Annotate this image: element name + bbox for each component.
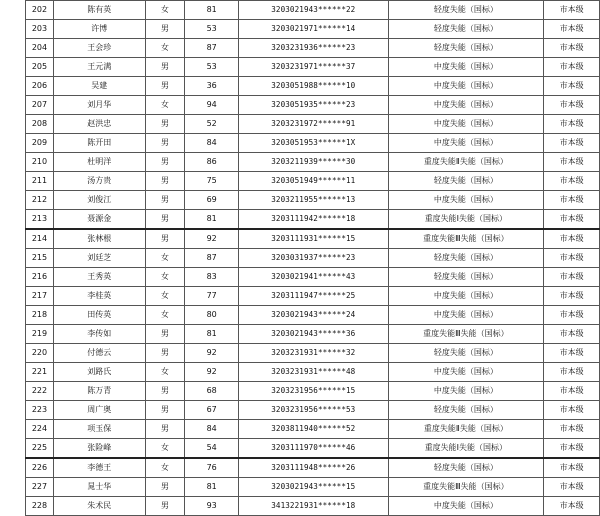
jurisdiction-cell: 市本级 bbox=[544, 344, 600, 363]
gender-cell: 男 bbox=[145, 58, 185, 77]
jurisdiction-cell: 市本级 bbox=[544, 497, 600, 516]
jurisdiction-cell: 市本级 bbox=[544, 172, 600, 191]
age-cell: 93 bbox=[185, 497, 239, 516]
gender-cell: 女 bbox=[145, 439, 185, 459]
id-number-cell: 3203811940******52 bbox=[239, 420, 389, 439]
name-cell: 张险峰 bbox=[53, 439, 145, 459]
gender-cell: 男 bbox=[145, 497, 185, 516]
disability-type-cell: 中度失能（国标） bbox=[388, 497, 544, 516]
id-number-cell: 3203211939******30 bbox=[239, 153, 389, 172]
name-cell: 杜明洋 bbox=[53, 153, 145, 172]
id-number-cell: 3203111942******18 bbox=[239, 210, 389, 230]
table-row bbox=[26, 77, 600, 96]
table-row bbox=[26, 153, 600, 172]
id-number-cell: 3203021943******36 bbox=[239, 325, 389, 344]
age-cell: 81 bbox=[185, 210, 239, 230]
disability-type-cell: 重度失能Ⅲ失能（国标） bbox=[388, 325, 544, 344]
disability-roster-table bbox=[25, 0, 600, 516]
table-row bbox=[26, 420, 600, 439]
disability-type-cell: 中度失能（国标） bbox=[388, 77, 544, 96]
disability-type-cell: 中度失能（国标） bbox=[388, 58, 544, 77]
disability-type-cell: 轻度失能（国标） bbox=[388, 458, 544, 478]
disability-type-cell: 轻度失能（国标） bbox=[388, 1, 544, 20]
gender-cell: 男 bbox=[145, 172, 185, 191]
name-cell: 陈万青 bbox=[53, 382, 145, 401]
table-row bbox=[26, 96, 600, 115]
serial-number-cell: 207 bbox=[26, 96, 54, 115]
serial-number-cell: 208 bbox=[26, 115, 54, 134]
disability-type-cell: 重度失能Ⅱ失能（国标） bbox=[388, 153, 544, 172]
name-cell: 李传如 bbox=[53, 325, 145, 344]
gender-cell: 男 bbox=[145, 191, 185, 210]
gender-cell: 女 bbox=[145, 1, 185, 20]
name-cell: 周广奥 bbox=[53, 401, 145, 420]
disability-type-cell: 轻度失能（国标） bbox=[388, 20, 544, 39]
gender-cell: 男 bbox=[145, 134, 185, 153]
disability-type-cell: 中度失能（国标） bbox=[388, 96, 544, 115]
gender-cell: 女 bbox=[145, 363, 185, 382]
table-row bbox=[26, 58, 600, 77]
name-cell: 王秀英 bbox=[53, 268, 145, 287]
gender-cell: 女 bbox=[145, 458, 185, 478]
id-number-cell: 3413221931******18 bbox=[239, 497, 389, 516]
age-cell: 52 bbox=[185, 115, 239, 134]
age-cell: 81 bbox=[185, 1, 239, 20]
serial-number-cell: 212 bbox=[26, 191, 54, 210]
table-row bbox=[26, 191, 600, 210]
serial-number-cell: 206 bbox=[26, 77, 54, 96]
disability-type-cell: 轻度失能（国标） bbox=[388, 172, 544, 191]
age-cell: 54 bbox=[185, 439, 239, 459]
name-cell: 晁士华 bbox=[53, 478, 145, 497]
serial-number-cell: 205 bbox=[26, 58, 54, 77]
id-number-cell: 3203021971******14 bbox=[239, 20, 389, 39]
gender-cell: 女 bbox=[145, 268, 185, 287]
name-cell: 陈开田 bbox=[53, 134, 145, 153]
jurisdiction-cell: 市本级 bbox=[544, 363, 600, 382]
name-cell: 刘路氏 bbox=[53, 363, 145, 382]
gender-cell: 男 bbox=[145, 420, 185, 439]
name-cell: 张林根 bbox=[53, 229, 145, 249]
disability-type-cell: 轻度失能（国标） bbox=[388, 401, 544, 420]
gender-cell: 女 bbox=[145, 96, 185, 115]
name-cell: 刘俊江 bbox=[53, 191, 145, 210]
serial-number-cell: 216 bbox=[26, 268, 54, 287]
jurisdiction-cell: 市本级 bbox=[544, 58, 600, 77]
disability-type-cell: 中度失能（国标） bbox=[388, 191, 544, 210]
table-row bbox=[26, 134, 600, 153]
table-row bbox=[26, 210, 600, 230]
name-cell: 刘月华 bbox=[53, 96, 145, 115]
name-cell: 刘廷芝 bbox=[53, 249, 145, 268]
jurisdiction-cell: 市本级 bbox=[544, 96, 600, 115]
table-row bbox=[26, 363, 600, 382]
id-number-cell: 3203231972******91 bbox=[239, 115, 389, 134]
disability-type-cell: 中度失能（国标） bbox=[388, 115, 544, 134]
jurisdiction-cell: 市本级 bbox=[544, 1, 600, 20]
gender-cell: 男 bbox=[145, 401, 185, 420]
serial-number-cell: 213 bbox=[26, 210, 54, 230]
disability-type-cell: 轻度失能（国标） bbox=[388, 344, 544, 363]
age-cell: 81 bbox=[185, 478, 239, 497]
disability-type-cell: 中度失能（国标） bbox=[388, 382, 544, 401]
serial-number-cell: 203 bbox=[26, 20, 54, 39]
id-number-cell: 3203231956******53 bbox=[239, 401, 389, 420]
disability-type-cell: 重度失能Ⅲ失能（国标） bbox=[388, 478, 544, 497]
id-number-cell: 3203231936******23 bbox=[239, 39, 389, 58]
gender-cell: 男 bbox=[145, 325, 185, 344]
serial-number-cell: 202 bbox=[26, 1, 54, 20]
jurisdiction-cell: 市本级 bbox=[544, 229, 600, 249]
id-number-cell: 3203021943******24 bbox=[239, 306, 389, 325]
table-row bbox=[26, 1, 600, 20]
age-cell: 84 bbox=[185, 134, 239, 153]
disability-type-cell: 重度失能Ⅰ失能（国标） bbox=[388, 210, 544, 230]
serial-number-cell: 211 bbox=[26, 172, 54, 191]
id-number-cell: 3203031937******23 bbox=[239, 249, 389, 268]
jurisdiction-cell: 市本级 bbox=[544, 306, 600, 325]
age-cell: 92 bbox=[185, 229, 239, 249]
jurisdiction-cell: 市本级 bbox=[544, 39, 600, 58]
id-number-cell: 3203111931******15 bbox=[239, 229, 389, 249]
gender-cell: 男 bbox=[145, 344, 185, 363]
id-number-cell: 3203051953******1X bbox=[239, 134, 389, 153]
table-row bbox=[26, 325, 600, 344]
table-row bbox=[26, 115, 600, 134]
table-row bbox=[26, 458, 600, 478]
disability-type-cell: 中度失能（国标） bbox=[388, 134, 544, 153]
gender-cell: 女 bbox=[145, 249, 185, 268]
serial-number-cell: 219 bbox=[26, 325, 54, 344]
gender-cell: 女 bbox=[145, 287, 185, 306]
jurisdiction-cell: 市本级 bbox=[544, 420, 600, 439]
serial-number-cell: 209 bbox=[26, 134, 54, 153]
table-row bbox=[26, 344, 600, 363]
gender-cell: 男 bbox=[145, 229, 185, 249]
age-cell: 94 bbox=[185, 96, 239, 115]
serial-number-cell: 224 bbox=[26, 420, 54, 439]
age-cell: 53 bbox=[185, 20, 239, 39]
jurisdiction-cell: 市本级 bbox=[544, 325, 600, 344]
gender-cell: 男 bbox=[145, 478, 185, 497]
id-number-cell: 3203021943******15 bbox=[239, 478, 389, 497]
age-cell: 87 bbox=[185, 39, 239, 58]
name-cell: 王会珍 bbox=[53, 39, 145, 58]
serial-number-cell: 222 bbox=[26, 382, 54, 401]
id-number-cell: 3203231931******48 bbox=[239, 363, 389, 382]
serial-number-cell: 223 bbox=[26, 401, 54, 420]
name-cell: 付德云 bbox=[53, 344, 145, 363]
age-cell: 67 bbox=[185, 401, 239, 420]
jurisdiction-cell: 市本级 bbox=[544, 153, 600, 172]
age-cell: 86 bbox=[185, 153, 239, 172]
table-row bbox=[26, 306, 600, 325]
serial-number-cell: 228 bbox=[26, 497, 54, 516]
jurisdiction-cell: 市本级 bbox=[544, 77, 600, 96]
serial-number-cell: 214 bbox=[26, 229, 54, 249]
serial-number-cell: 225 bbox=[26, 439, 54, 459]
table-row bbox=[26, 478, 600, 497]
table-row bbox=[26, 249, 600, 268]
age-cell: 84 bbox=[185, 420, 239, 439]
gender-cell: 女 bbox=[145, 306, 185, 325]
table-row bbox=[26, 382, 600, 401]
age-cell: 53 bbox=[185, 58, 239, 77]
age-cell: 83 bbox=[185, 268, 239, 287]
name-cell: 项玉保 bbox=[53, 420, 145, 439]
name-cell: 吴建 bbox=[53, 77, 145, 96]
serial-number-cell: 210 bbox=[26, 153, 54, 172]
id-number-cell: 3203111948******26 bbox=[239, 458, 389, 478]
jurisdiction-cell: 市本级 bbox=[544, 134, 600, 153]
age-cell: 68 bbox=[185, 382, 239, 401]
disability-type-cell: 中度失能（国标） bbox=[388, 306, 544, 325]
id-number-cell: 3203021941******43 bbox=[239, 268, 389, 287]
jurisdiction-cell: 市本级 bbox=[544, 268, 600, 287]
jurisdiction-cell: 市本级 bbox=[544, 478, 600, 497]
disability-type-cell: 重度失能Ⅲ失能（国标） bbox=[388, 229, 544, 249]
id-number-cell: 3203111970******46 bbox=[239, 439, 389, 459]
serial-number-cell: 215 bbox=[26, 249, 54, 268]
table-row bbox=[26, 401, 600, 420]
serial-number-cell: 220 bbox=[26, 344, 54, 363]
jurisdiction-cell: 市本级 bbox=[544, 210, 600, 230]
name-cell: 聂源金 bbox=[53, 210, 145, 230]
id-number-cell: 3203211955******13 bbox=[239, 191, 389, 210]
jurisdiction-cell: 市本级 bbox=[544, 191, 600, 210]
age-cell: 92 bbox=[185, 363, 239, 382]
age-cell: 81 bbox=[185, 325, 239, 344]
age-cell: 92 bbox=[185, 344, 239, 363]
name-cell: 李桂英 bbox=[53, 287, 145, 306]
gender-cell: 男 bbox=[145, 153, 185, 172]
serial-number-cell: 226 bbox=[26, 458, 54, 478]
age-cell: 77 bbox=[185, 287, 239, 306]
id-number-cell: 3203231956******15 bbox=[239, 382, 389, 401]
jurisdiction-cell: 市本级 bbox=[544, 20, 600, 39]
age-cell: 69 bbox=[185, 191, 239, 210]
id-number-cell: 3203051935******23 bbox=[239, 96, 389, 115]
jurisdiction-cell: 市本级 bbox=[544, 115, 600, 134]
gender-cell: 男 bbox=[145, 20, 185, 39]
table-row bbox=[26, 287, 600, 306]
disability-type-cell: 中度失能（国标） bbox=[388, 363, 544, 382]
disability-type-cell: 轻度失能（国标） bbox=[388, 39, 544, 58]
jurisdiction-cell: 市本级 bbox=[544, 401, 600, 420]
jurisdiction-cell: 市本级 bbox=[544, 382, 600, 401]
id-number-cell: 3203231971******37 bbox=[239, 58, 389, 77]
jurisdiction-cell: 市本级 bbox=[544, 458, 600, 478]
jurisdiction-cell: 市本级 bbox=[544, 439, 600, 459]
disability-type-cell: 中度失能（国标） bbox=[388, 287, 544, 306]
table-row bbox=[26, 39, 600, 58]
table-row bbox=[26, 268, 600, 287]
age-cell: 80 bbox=[185, 306, 239, 325]
disability-type-cell: 轻度失能（国标） bbox=[388, 249, 544, 268]
name-cell: 朱术民 bbox=[53, 497, 145, 516]
table-row bbox=[26, 229, 600, 249]
name-cell: 李德王 bbox=[53, 458, 145, 478]
name-cell: 汤方贵 bbox=[53, 172, 145, 191]
serial-number-cell: 218 bbox=[26, 306, 54, 325]
table-row bbox=[26, 497, 600, 516]
serial-number-cell: 227 bbox=[26, 478, 54, 497]
gender-cell: 男 bbox=[145, 115, 185, 134]
gender-cell: 男 bbox=[145, 382, 185, 401]
gender-cell: 男 bbox=[145, 210, 185, 230]
serial-number-cell: 221 bbox=[26, 363, 54, 382]
table-row bbox=[26, 439, 600, 459]
name-cell: 许博 bbox=[53, 20, 145, 39]
serial-number-cell: 204 bbox=[26, 39, 54, 58]
table-body bbox=[26, 1, 600, 516]
age-cell: 75 bbox=[185, 172, 239, 191]
name-cell: 田传英 bbox=[53, 306, 145, 325]
id-number-cell: 3203231931******32 bbox=[239, 344, 389, 363]
age-cell: 36 bbox=[185, 77, 239, 96]
table-row bbox=[26, 20, 600, 39]
id-number-cell: 3203051988******10 bbox=[239, 77, 389, 96]
disability-type-cell: 轻度失能（国标） bbox=[388, 268, 544, 287]
id-number-cell: 3203111947******25 bbox=[239, 287, 389, 306]
age-cell: 76 bbox=[185, 458, 239, 478]
serial-number-cell: 217 bbox=[26, 287, 54, 306]
name-cell: 王元满 bbox=[53, 58, 145, 77]
gender-cell: 女 bbox=[145, 39, 185, 58]
table-row bbox=[26, 172, 600, 191]
gender-cell: 男 bbox=[145, 77, 185, 96]
disability-type-cell: 重度失能Ⅰ失能（国标） bbox=[388, 439, 544, 459]
age-cell: 87 bbox=[185, 249, 239, 268]
name-cell: 陈有英 bbox=[53, 1, 145, 20]
id-number-cell: 3203051949******11 bbox=[239, 172, 389, 191]
jurisdiction-cell: 市本级 bbox=[544, 287, 600, 306]
jurisdiction-cell: 市本级 bbox=[544, 249, 600, 268]
id-number-cell: 3203021943******22 bbox=[239, 1, 389, 20]
disability-type-cell: 重度失能Ⅱ失能（国标） bbox=[388, 420, 544, 439]
name-cell: 赵洪忠 bbox=[53, 115, 145, 134]
